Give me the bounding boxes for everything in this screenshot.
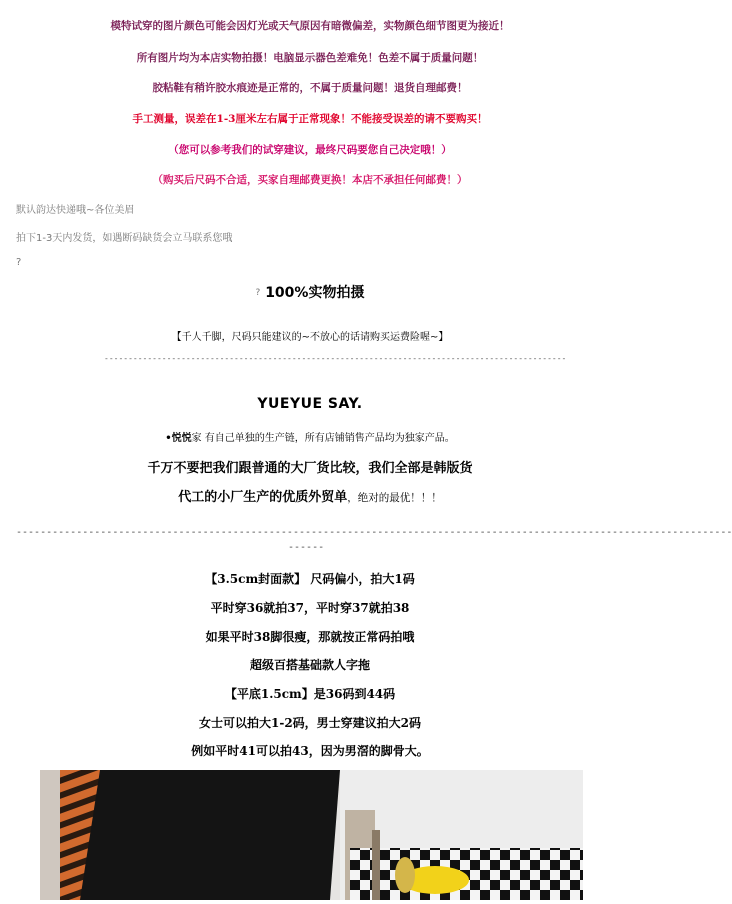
- shipping-unknown-glyph: ?: [16, 257, 22, 268]
- brand-intro-text: 家 有自己单独的生产链，所有店铺销售产品均为独家产品。: [191, 433, 455, 444]
- sizing-basic-flipflop: 超级百搭基础款人字拖: [249, 658, 370, 672]
- sizing-slim-feet: 如果平时38脚很瘦，那就按正常码拍哦: [205, 630, 415, 644]
- brand-intro: [0, 429, 620, 444]
- divider-dashes-1: ------------------------------------------------------------------------------------------------: [104, 354, 567, 363]
- shipping-courier: 默认韵达快递哦~各位美眉: [16, 205, 135, 216]
- size-suggestion-note: 【千人千脚，尺码只能建议的~不放心的话请购买运费险喔~】: [171, 332, 449, 343]
- sizing-36-37: 平时穿36就拍37，平时穿37就拍38: [210, 601, 410, 615]
- notice-real-photos: 所有图片均为本店实物拍摄！电脑显示器色差难免！色差不属于质量问题！: [136, 52, 484, 64]
- real-photo-heading: [0, 282, 620, 302]
- notice-glue-marks: 胶粘鞋有稍许胶水痕迹是正常的，不属于质量问题！退货自理邮费！: [152, 82, 468, 94]
- sizing-flat-range: 【平底1.5cm】是36码到44码: [224, 687, 396, 701]
- sizing-example: 例如平时41可以拍43，因为男滘的脚骨大。: [191, 744, 429, 758]
- sizing-men-women: 女士可以拍大1-2码，男士穿建议拍大2码: [198, 716, 422, 730]
- brand-claim-quality-bold: 代工的小厂生产的优质外贸单: [178, 490, 348, 505]
- brand-claim-korean: 千万不要把我们跟普通的大厂货比较，我们全部是韩版货: [147, 461, 473, 476]
- notice-exchange-postage: （购买后尺码不合适，买家自理邮费更换！本店不承担任何邮费！）: [152, 174, 468, 186]
- brand-claim-quality-rest: ，绝对的最优！！！: [347, 492, 442, 504]
- notice-fitting-advice: （您可以参考我们的试穿建议，最终尺码要您自己决定哦！）: [168, 144, 452, 156]
- brand-name: •悦悦: [165, 433, 192, 444]
- brand-title: YUEYUE SAY.: [257, 396, 363, 412]
- divider-dashes-2: -----------------------------------------------------------------------------------------------------------------------: [16, 527, 732, 538]
- heading-glyph: ?: [255, 288, 261, 298]
- sizing-cover-style: 【3.5cm封面款】 尺码偏小，拍大1码: [205, 572, 415, 586]
- product-photo: [40, 770, 583, 900]
- divider-dashes-2-cont: ------: [288, 542, 325, 553]
- brand-claim-quality: [0, 486, 620, 505]
- notice-manual-measure: 手工测量，误差在1-3厘米左右属于正常现象！不能接受误差的请不要购买！: [132, 113, 488, 125]
- shipping-dispatch: 拍下1-3天内发货，如遇断码缺货会立马联系您哦: [16, 233, 233, 244]
- notice-color-variance: 模特试穿的图片颜色可能会因灯光或天气原因有暗微偏差，实物颜色细节图更为接近！: [110, 20, 510, 32]
- heading-text: 100%实物拍摄: [265, 285, 365, 301]
